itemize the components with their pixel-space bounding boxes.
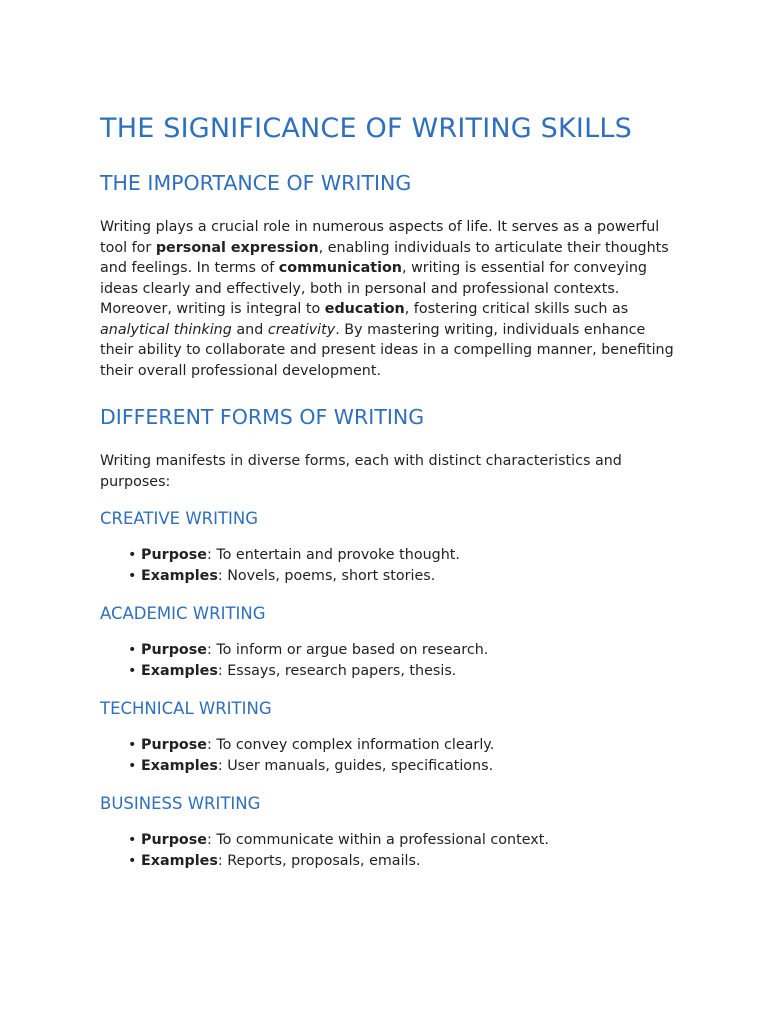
purpose-label: Purpose: [140, 737, 207, 753]
subheading-academic-writing: ACADEMIC WRITING: [100, 604, 266, 623]
subheading-creative-writing: CREATIVE WRITING: [100, 509, 259, 528]
section-heading-forms: DIFFERENT FORMS OF WRITING: [100, 405, 425, 429]
examples-text: : User manuals, guides, specifications.: [217, 758, 494, 774]
examples-text: : Novels, poems, short stories.: [217, 568, 436, 584]
text-run: . By mastering writing, individuals enhance their ability to collaborate and present ideas in a compelling manner, benefiting their overall professional development.: [100, 321, 674, 379]
list-item: [128, 830, 680, 851]
italic-analytical-thinking: analytical thinking: [100, 321, 232, 338]
list-item: [128, 640, 680, 661]
purpose-text: : To communicate within a professional context.: [206, 832, 549, 848]
subheading-business-writing: BUSINESS WRITING: [100, 794, 261, 813]
business-writing-list: [128, 830, 680, 872]
purpose-label: Purpose: [140, 832, 207, 848]
forms-intro-paragraph: Writing manifests in diverse forms, each with distinct characteristics and purposes:: [100, 453, 622, 490]
list-item: [128, 851, 680, 872]
importance-paragraph: [100, 217, 680, 381]
purpose-text: : To inform or argue based on research.: [206, 642, 489, 658]
purpose-text: : To entertain and provoke thought.: [206, 547, 460, 563]
text-run: Writing plays a crucial role in numerous aspects of life. It serves as a powerful tool for: [100, 219, 660, 256]
examples-text: : Essays, research papers, thesis.: [217, 663, 457, 679]
list-item: [128, 566, 680, 587]
purpose-label: Purpose: [140, 547, 207, 563]
examples-label: Examples: [140, 568, 218, 584]
academic-writing-list: [128, 640, 680, 682]
bold-communication: communication: [278, 260, 402, 276]
document-title: THE SIGNIFICANCE OF WRITING SKILLS: [100, 113, 632, 144]
document-page: [100, 108, 680, 888]
text-run: , fostering critical skills such as: [404, 301, 629, 317]
examples-label: Examples: [140, 758, 218, 774]
subheading-technical-writing: TECHNICAL WRITING: [100, 699, 272, 718]
text-run: , writing is essential for conveying ideas clearly and effectively, both in personal and professional contexts. Moreover, writing is integral to: [100, 260, 647, 317]
list-item: [128, 545, 680, 566]
text-run: , enabling individuals to articulate their thoughts and feelings. In terms of: [100, 239, 669, 276]
text-run: and: [231, 321, 268, 338]
creative-writing-list: [128, 545, 680, 587]
section-heading-importance: THE IMPORTANCE OF WRITING: [100, 171, 412, 195]
examples-label: Examples: [140, 853, 218, 869]
technical-writing-list: [128, 735, 680, 777]
purpose-text: : To convey complex information clearly.: [206, 737, 495, 753]
purpose-label: Purpose: [140, 642, 207, 658]
list-item: [128, 756, 680, 777]
examples-label: Examples: [140, 663, 218, 679]
bold-education: education: [324, 301, 405, 317]
list-item: [128, 661, 680, 682]
examples-text: : Reports, proposals, emails.: [217, 853, 421, 869]
bold-personal-expression: personal expression: [155, 239, 319, 256]
list-item: [128, 735, 680, 756]
italic-creativity: creativity: [267, 321, 336, 338]
